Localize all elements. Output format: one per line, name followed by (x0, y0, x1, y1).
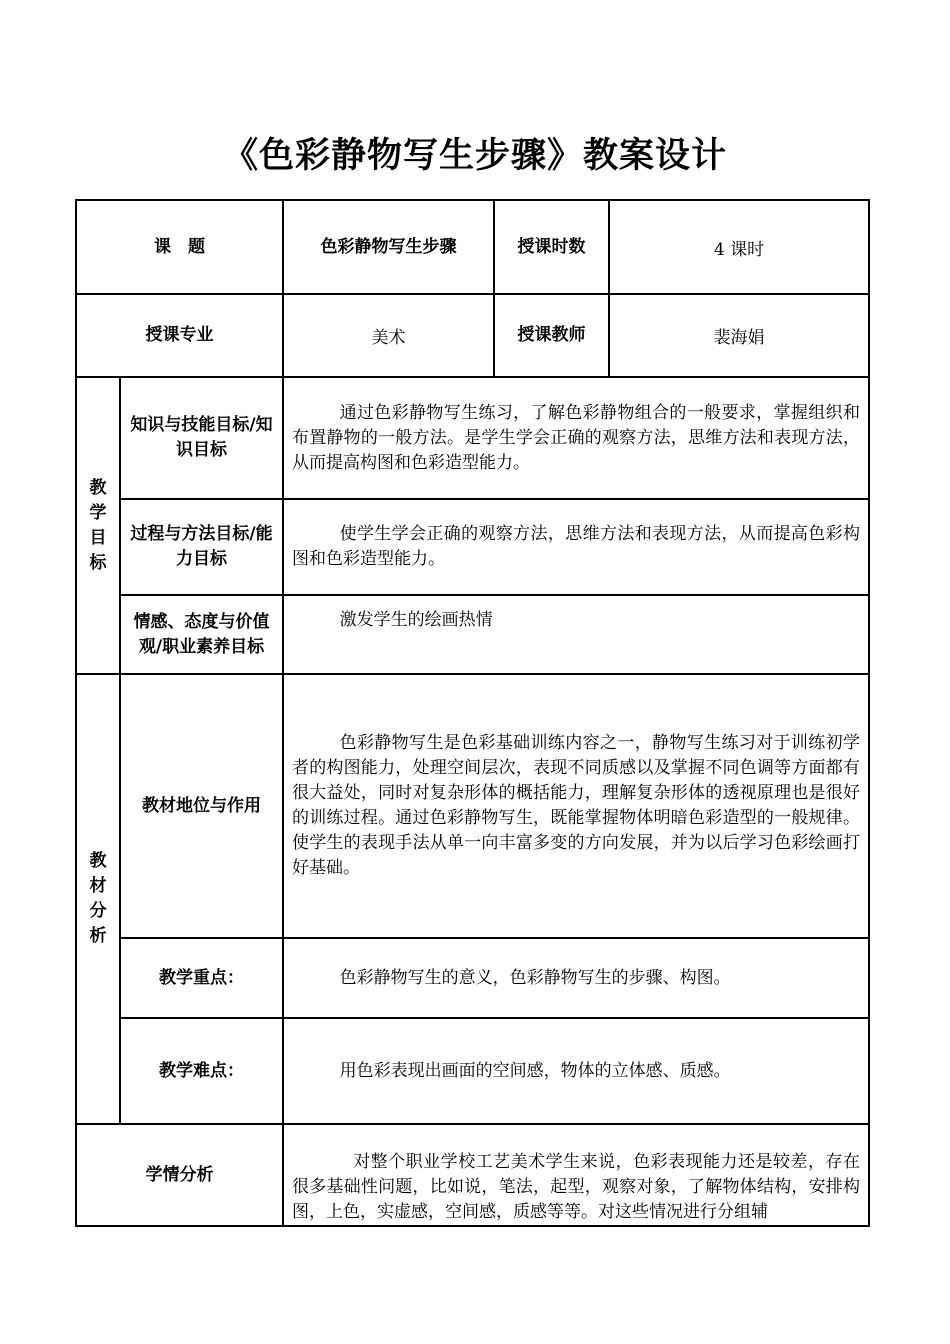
goals-group-cell (76, 377, 120, 674)
hours-label: 授课时数 (494, 200, 609, 294)
topic-value: 色彩静物写生步骤 (283, 200, 494, 294)
students-label: 学情分析 (76, 1124, 283, 1226)
analysis-role-text: 色彩静物写生是色彩基础训练内容之一，静物写生练习对于训练初学者的构图能力，处理空间层次，表现不同质感以及掌握不同色调等方面都有很大益处，同时对复杂形体的概括能力，理解复杂形体的透视原理也是很好的训练过程。通过色彩静物写生，既能掌握物体明暗色彩造型的一般规律。使学生的表现手法从单一向丰富多变的方向发展，并为以后学习色彩绘画打好基础。 (283, 674, 869, 938)
page-title: 《色彩静物写生步骤》教案设计 (222, 136, 727, 176)
teacher-label: 授课教师 (494, 294, 609, 377)
lesson-plan-table (75, 199, 870, 1227)
analysis-group-label: 教材分析 (89, 851, 107, 946)
difficulty-label: 教学难点： (120, 1018, 283, 1124)
goal-knowledge-text: 通过色彩静物写生练习，了解色彩静物组合的一般要求，掌握组织和布置静物的一般方法。是学生学会正确的观察方法，思维方法和表现方法，从而提高构图和色彩造型能力。 (283, 377, 869, 499)
goal-process-text: 使学生学会正确的观察方法，思维方法和表现方法，从而提高色彩构图和色彩造型能力。 (283, 499, 869, 595)
goal-knowledge-label: 知识与技能目标/知识目标 (120, 377, 283, 499)
key-point-text: 色彩静物写生的意义，色彩静物写生的步骤、构图。 (283, 938, 869, 1018)
key-point-label: 教学重点： (120, 938, 283, 1018)
goal-process-label: 过程与方法目标/能力目标 (120, 499, 283, 595)
difficulty-text: 用色彩表现出画面的空间感，物体的立体感、质感。 (283, 1018, 869, 1124)
major-value: 美术 (283, 294, 494, 377)
major-label: 授课专业 (76, 294, 283, 377)
students-text: 对整个职业学校工艺美术学生来说，色彩表现能力还是较差，存在很多基础性问题，比如说，笔法，起型，观察对象，了解物体结构，安排构图，上色，实虚感，空间感，质感等等。对这些情况进行分组辅 (283, 1124, 869, 1226)
analysis-role-label: 教材地位与作用 (120, 674, 283, 938)
teacher-value: 裴海娟 (609, 294, 869, 377)
goal-attitude-label: 情感、态度与价值观/职业素养目标 (120, 595, 283, 674)
topic-label: 课 题 (76, 200, 283, 294)
hours-value: 4 课时 (609, 200, 869, 294)
goal-attitude-text: 激发学生的绘画热情 (283, 595, 869, 674)
goals-group-label: 教学目标 (89, 477, 107, 573)
analysis-group-cell (76, 674, 120, 1124)
